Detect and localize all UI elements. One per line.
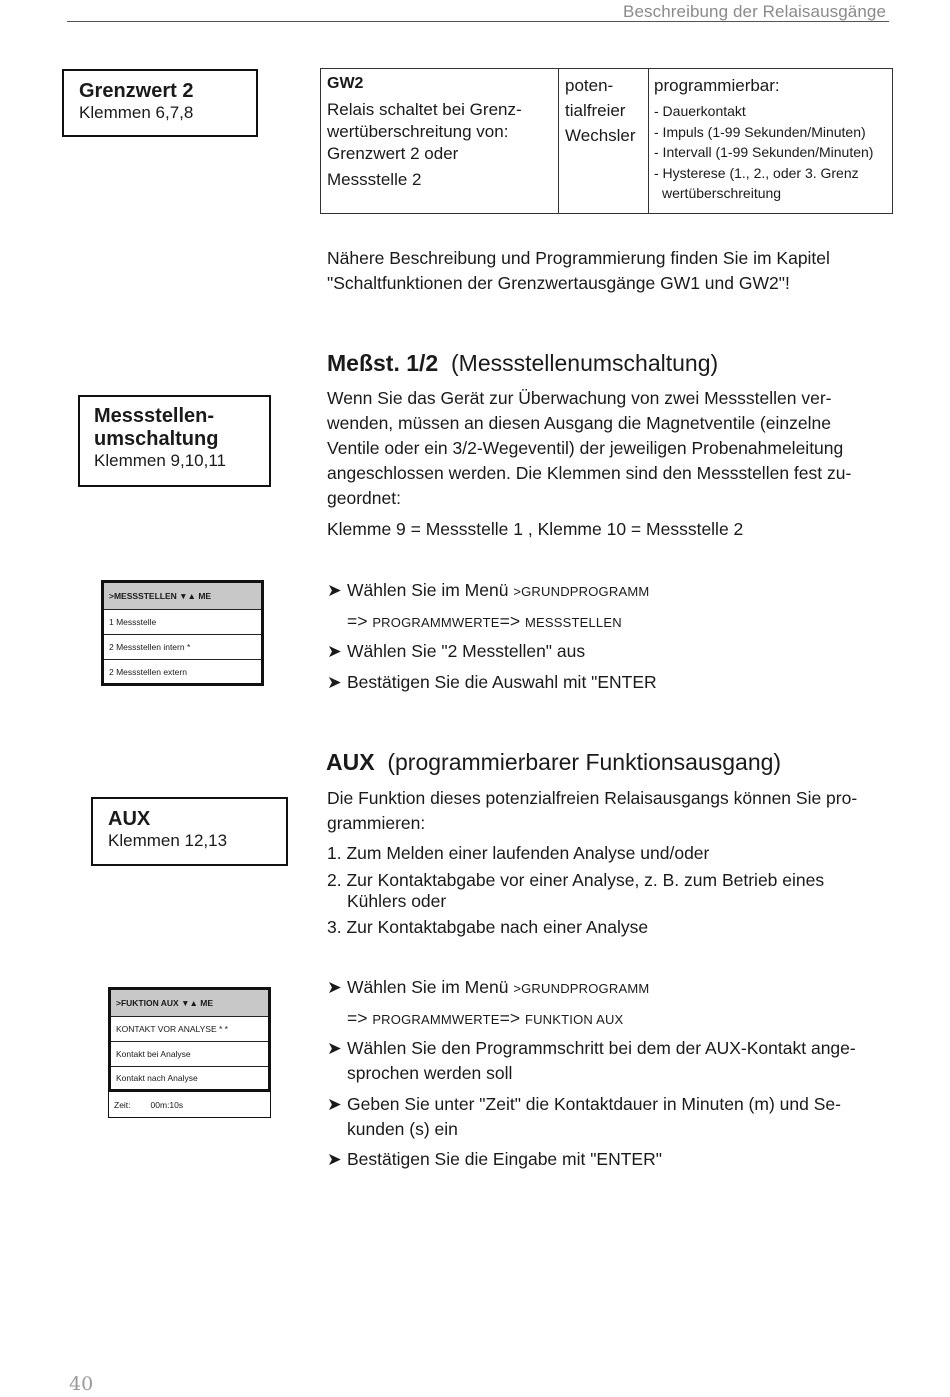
arrow-bullet-icon: ➤ <box>327 580 342 600</box>
path-arrow: => <box>347 1008 373 1028</box>
klemme-assignment: Klemme 9 = Messstelle 1 , Klemme 10 = Messstelle 2 <box>327 519 744 539</box>
menu-path: FUNKTION AUX <box>524 1012 624 1027</box>
messstellen-box-title: Messstellen- <box>94 405 215 427</box>
programmable-option: - Impuls (1-99 Sekunden/Minuten) <box>654 123 866 140</box>
menu-path: >GRUNDPROGRAMM <box>513 981 650 996</box>
menu-path: PROGRAMMWERTE <box>372 1012 500 1027</box>
menu-path: >GRUNDPROGRAMM <box>513 584 650 599</box>
aux-zeit-row[interactable] <box>108 1092 271 1118</box>
messstellen-step-path <box>347 609 622 635</box>
arrow-bullet-icon: ➤ <box>327 977 342 997</box>
step-text: sprochen werden soll <box>347 1063 513 1083</box>
list-text: Zum Melden einer laufenden Analyse und/oder <box>346 843 710 863</box>
step-text: Wählen Sie im Menü <box>347 977 514 997</box>
paragraph-line: Ventile oder ein 3/2-Wegeventil) der jeweiligen Probenahmeleitung <box>327 438 844 458</box>
menu-path: PROGRAMMWERTE <box>372 615 500 630</box>
aux-numbered-item <box>327 870 824 891</box>
grenzwert-label-box <box>62 69 258 137</box>
gw2-table-col-description <box>321 69 559 213</box>
step-text: Wählen Sie den Programmschritt bei dem der AUX-Kontakt ange- <box>347 1038 856 1058</box>
step-text: Bestätigen Sie die Eingabe mit "ENTER" <box>347 1149 662 1169</box>
gw2-table-col-programmable <box>649 69 892 213</box>
messstellen-box-title: umschaltung <box>94 428 219 450</box>
lcd-menu-item[interactable]: 2 Messstellen intern * <box>104 635 261 660</box>
aux-numbered-item-continued <box>347 891 446 912</box>
contact-type-line: poten- <box>565 76 614 95</box>
lcd-menu-item[interactable]: 1 Messstelle <box>104 610 261 635</box>
aux-step <box>327 1147 662 1172</box>
messstellen-paragraph <box>327 386 851 542</box>
lcd-menu-header: >MESSSTELLEN ▼▲ ME <box>104 583 261 610</box>
path-arrow: => <box>499 1008 525 1028</box>
messstellen-box-subtitle: Klemmen 9,10,11 <box>94 451 226 470</box>
list-text: Zur Kontaktabgabe nach einer Analyse <box>346 917 649 937</box>
arrow-bullet-icon: ➤ <box>327 1149 342 1169</box>
lcd-menu-item[interactable]: 2 Messstellen extern <box>109 666 187 677</box>
aux-numbered-item <box>327 917 648 938</box>
aux-lcd-menu <box>108 987 271 1118</box>
arrow-bullet-icon: ➤ <box>327 672 342 692</box>
step-text: kunden (s) ein <box>347 1119 458 1139</box>
aux-box-title: AUX <box>108 808 151 830</box>
arrow-bullet-icon: ➤ <box>327 641 342 661</box>
path-arrow: => <box>347 611 373 631</box>
messstellen-lcd-menu <box>101 580 264 686</box>
aux-title-bold: AUX <box>326 749 375 775</box>
intro-line: grammieren: <box>327 813 426 833</box>
step-text: Wählen Sie "2 Messtellen" aus <box>347 641 586 661</box>
gw2-description-line: Relais schaltet bei Grenz- <box>327 100 522 119</box>
programmable-option: wertüberschreitung <box>662 185 782 201</box>
paragraph-line: geordnet: <box>327 488 401 508</box>
intro-line: Die Funktion dieses potenzialfreien Relaisausgangs können Sie pro- <box>327 788 858 808</box>
programmable-option: - Intervall (1-99 Sekunden/Minuten) <box>654 144 874 160</box>
lcd-menu-header: >FUKTION AUX ▼▲ ME <box>111 990 268 1017</box>
paragraph-line: wenden, müssen an diesen Ausgang die Magnetventile (einzelne <box>327 413 831 433</box>
arrow-bullet-icon: ➤ <box>327 1094 342 1114</box>
gw2-table-heading: GW2 <box>327 75 364 92</box>
aux-step <box>327 975 649 1001</box>
note-line: Nähere Beschreibung und Programmierung finden Sie im Kapitel <box>327 248 830 268</box>
aux-intro <box>327 786 857 836</box>
aux-step-continued <box>347 1117 458 1142</box>
aux-numbered-item <box>327 843 709 864</box>
contact-type-line: tialfreier <box>565 101 626 120</box>
messstellen-title-rest: (Messstellenumschaltung) <box>451 350 719 376</box>
page-header-title: Beschreibung der Relaisausgänge <box>623 2 886 21</box>
menu-path: MESSSTELLEN <box>524 615 622 630</box>
aux-box-subtitle: Klemmen 12,13 <box>108 831 228 850</box>
list-text: Kühlers oder <box>347 891 447 911</box>
gw2-table <box>320 68 893 214</box>
grenzwert-box-title: Grenzwert 2 <box>79 80 194 102</box>
lcd-menu-item[interactable]: KONTAKT VOR ANALYSE * * <box>111 1017 268 1042</box>
paragraph-line: Wenn Sie das Gerät zur Überwachung von zwei Messstellen ver- <box>327 388 832 408</box>
aux-section-title <box>326 748 781 776</box>
step-text: Geben Sie unter "Zeit" die Kontaktdauer in Minuten (m) und Se- <box>347 1094 841 1114</box>
lcd-menu-item[interactable]: Kontakt bei Analyse <box>111 1042 268 1067</box>
aux-step-path <box>347 1006 623 1032</box>
aux-step-continued <box>347 1061 512 1086</box>
list-number: 1. <box>327 843 342 863</box>
paragraph-line: angeschlossen werden. Die Klemmen sind den Messstellen fest zu- <box>327 463 852 483</box>
messstellen-step <box>327 639 585 664</box>
zeit-label: Zeit: <box>114 1099 131 1110</box>
gw2-table-col-contact-type <box>559 69 649 213</box>
header-divider <box>67 21 889 22</box>
aux-step <box>327 1092 841 1117</box>
contact-type-line: Wechsler <box>565 126 636 145</box>
gw2-description-line: Grenzwert 2 oder <box>327 144 459 163</box>
arrow-bullet-icon: ➤ <box>327 1038 342 1058</box>
programmable-heading: programmierbar: <box>654 76 780 95</box>
gw2-description-line: Messstelle 2 <box>327 170 422 189</box>
grenzwert-note <box>327 246 830 296</box>
step-text: Wählen Sie im Menü <box>347 580 514 600</box>
zeit-value: 00m:10s <box>150 1099 184 1110</box>
messstellen-step <box>327 670 657 695</box>
grenzwert-box-subtitle: Klemmen 6,7,8 <box>79 103 194 122</box>
step-text: Bestätigen Sie die Auswahl mit "ENTER <box>347 672 657 692</box>
messstellen-section-title <box>327 349 718 377</box>
messstellen-step <box>327 578 649 604</box>
aux-title-rest: (programmierbarer Funktionsausgang) <box>387 749 782 775</box>
gw2-description-line: wertüberschreitung von: <box>327 122 509 141</box>
list-text: Zur Kontaktabgabe vor einer Analyse, z. B. zum Betrieb eines <box>346 870 825 890</box>
messstellen-label-box <box>78 395 271 487</box>
lcd-menu-item[interactable]: Kontakt nach Analyse <box>116 1073 198 1083</box>
path-arrow: => <box>499 611 525 631</box>
programmable-option: - Dauerkontakt <box>654 103 746 119</box>
list-number: 2. <box>327 870 342 890</box>
aux-step <box>327 1036 856 1061</box>
page-number: 40 <box>69 1373 94 1395</box>
messstellen-title-bold: Meßst. 1/2 <box>327 350 439 376</box>
aux-label-box <box>91 797 288 866</box>
list-number: 3. <box>327 917 342 937</box>
note-line: "Schaltfunktionen der Grenzwertausgänge GW1 und GW2"! <box>327 273 790 293</box>
programmable-option: - Hysterese (1., 2., oder 3. Grenz <box>654 164 859 181</box>
